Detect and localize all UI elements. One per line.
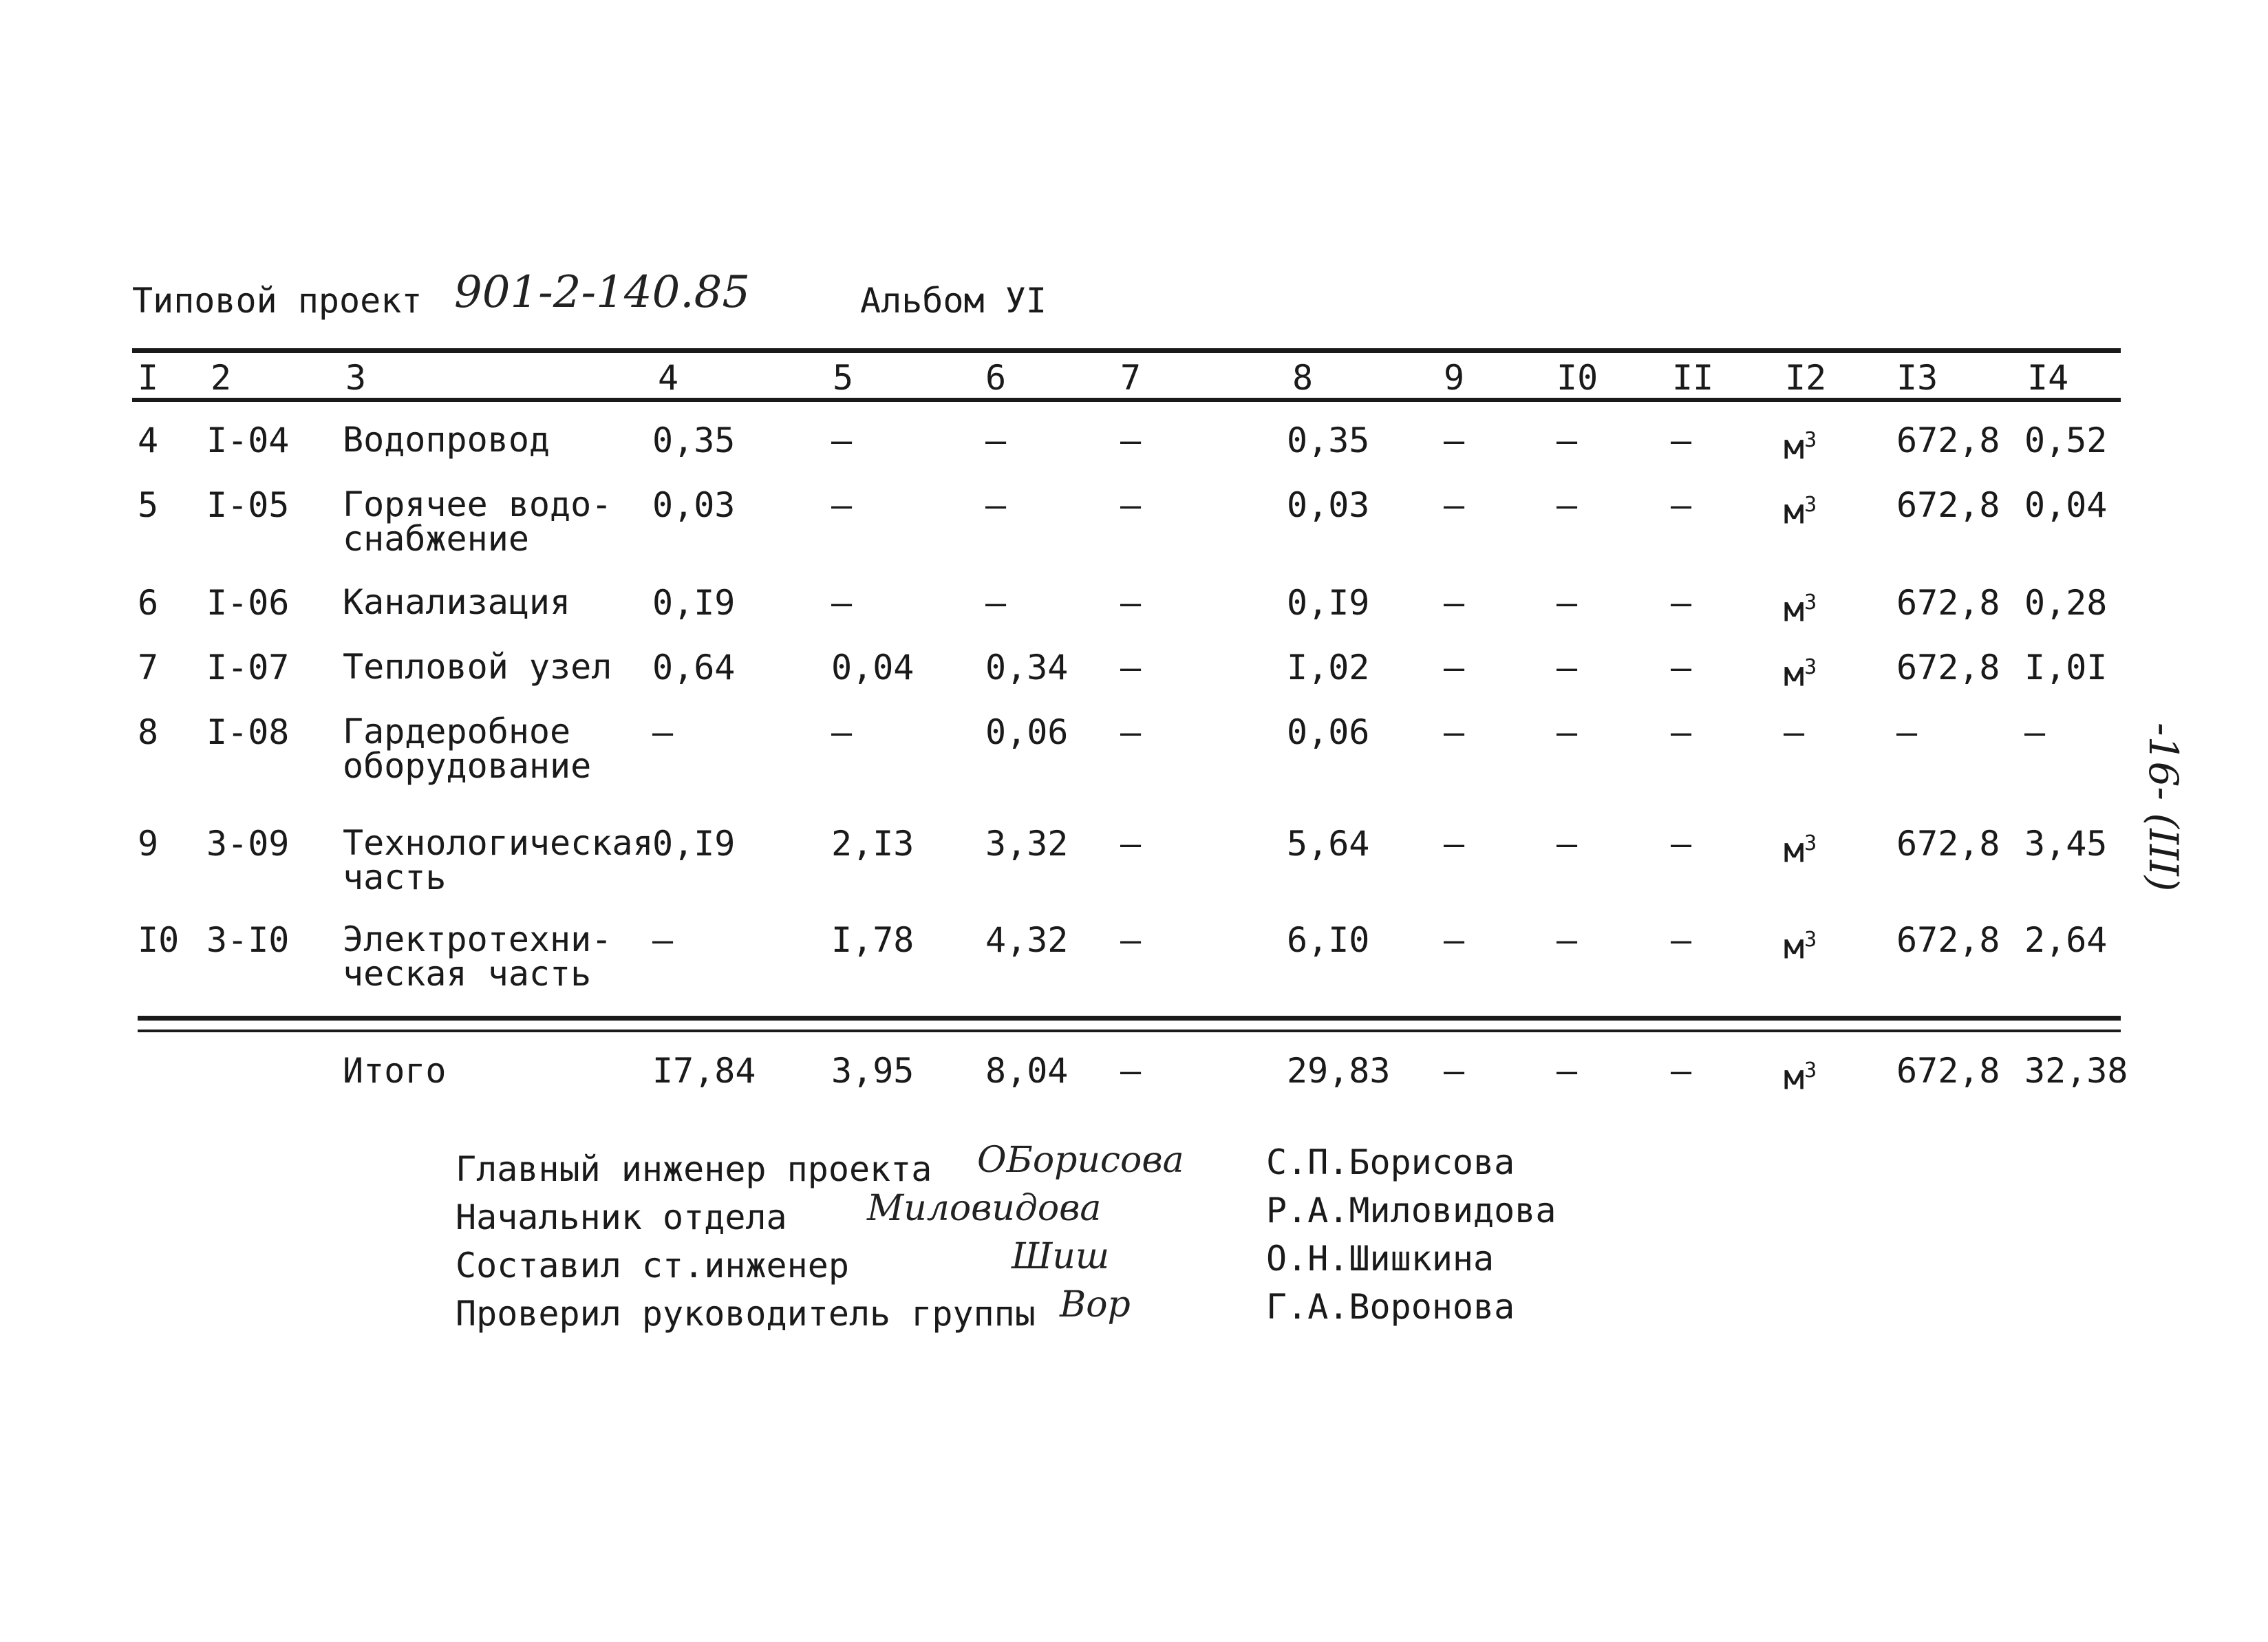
- total-cell: $м^3$: [1784, 1057, 1817, 1098]
- table-cell: –: [1671, 920, 1692, 960]
- column-number: II: [1672, 358, 1714, 398]
- table-cell: 4,32: [985, 920, 1069, 960]
- table-cell: 0,I9: [652, 824, 736, 864]
- table-cell: 0,28: [2024, 583, 2108, 623]
- table-cell: –: [1444, 648, 1465, 687]
- table-cell: I-07: [206, 648, 290, 687]
- column-number: 4: [658, 358, 679, 398]
- table-cell: 7: [138, 648, 159, 687]
- project-label: Типовой проект: [132, 281, 422, 321]
- total-cell: 29,83: [1287, 1051, 1391, 1091]
- table-cell: 2,I3: [831, 824, 914, 864]
- column-number: 7: [1120, 358, 1142, 398]
- table-cell: I-08: [206, 712, 290, 752]
- table-cell: –: [1556, 485, 1578, 525]
- table-cell: 3-I0: [206, 920, 290, 960]
- table-cell: –: [1671, 824, 1692, 864]
- table-cell: 672,8: [1896, 824, 2000, 864]
- table-cell: –: [1556, 920, 1578, 960]
- project-number: 901-2-140.85: [454, 267, 751, 318]
- table-cell: –: [1556, 824, 1578, 864]
- table-cell: –: [1120, 420, 1142, 460]
- table-cell: I0: [138, 920, 180, 960]
- table-cell: –: [1120, 648, 1142, 687]
- total-cell: –: [1120, 1051, 1142, 1091]
- table-cell: –: [1671, 648, 1692, 687]
- handwritten-signature: ОБорисова: [977, 1140, 1184, 1181]
- table-cell: 5,64: [1287, 824, 1370, 864]
- table-cell: Гардеробное оборудование: [343, 712, 592, 786]
- table-cell: –: [1784, 712, 1805, 752]
- table-cell: –: [1444, 420, 1465, 460]
- header-bottom-rule: [132, 398, 2121, 402]
- total-cell: 672,8: [1896, 1051, 2000, 1091]
- table-cell: –: [831, 712, 853, 752]
- table-cell: Тепловой узел: [343, 647, 612, 687]
- table-cell: –: [1444, 712, 1465, 752]
- total-cell: –: [1444, 1051, 1465, 1091]
- table-cell: 0,35: [1287, 420, 1370, 460]
- signature-title: Проверил руководитель группы: [456, 1294, 1036, 1334]
- table-cell: –: [831, 583, 853, 623]
- table-cell: –: [1671, 583, 1692, 623]
- table-cell: I-04: [206, 420, 290, 460]
- table-cell: –: [652, 920, 674, 960]
- table-cell: Канализация: [343, 582, 571, 622]
- table-cell: 0,06: [985, 712, 1069, 752]
- table-cell: –: [1556, 420, 1578, 460]
- table-cell: –: [1556, 712, 1578, 752]
- table-cell: 3,32: [985, 824, 1069, 864]
- table-cell: –: [985, 485, 1007, 525]
- signatory-name: С.П.Борисова: [1266, 1142, 1515, 1182]
- table-cell: I-06: [206, 583, 290, 623]
- table-cell: 6,I0: [1287, 920, 1370, 960]
- table-cell: 0,64: [652, 648, 736, 687]
- column-number: 9: [1444, 358, 1465, 398]
- table-cell: $м^3$: [1784, 654, 1817, 694]
- table-cell: 6: [138, 583, 159, 623]
- total-cell: –: [1556, 1051, 1578, 1091]
- table-cell: 8: [138, 712, 159, 752]
- table-cell: 3-09: [206, 824, 290, 864]
- total-top-rule: [138, 1016, 2121, 1021]
- table-cell: –: [1556, 583, 1578, 623]
- table-cell: –: [2024, 712, 2046, 752]
- column-number: 3: [345, 358, 367, 398]
- total-cell: 8,04: [985, 1051, 1069, 1091]
- total-cell: –: [1671, 1051, 1692, 1091]
- table-cell: 0,03: [652, 485, 736, 525]
- table-cell: 3,45: [2024, 824, 2108, 864]
- table-cell: –: [1120, 485, 1142, 525]
- table-cell: –: [1671, 712, 1692, 752]
- table-cell: 4: [138, 420, 159, 460]
- column-number: I: [138, 358, 159, 398]
- column-number: 8: [1292, 358, 1314, 398]
- signature-title: Главный инженер проекта: [456, 1149, 932, 1189]
- table-cell: –: [1120, 920, 1142, 960]
- handwritten-signature: Миловидова: [867, 1188, 1102, 1229]
- table-top-rule: [132, 348, 2121, 353]
- table-cell: 5: [138, 485, 159, 525]
- signature-title: Составил ст.инженер: [456, 1246, 849, 1286]
- column-number: I0: [1556, 358, 1598, 398]
- table-cell: 0,35: [652, 420, 736, 460]
- total-top-rule-2: [138, 1030, 2121, 1032]
- table-cell: I-05: [206, 485, 290, 525]
- column-number: I3: [1896, 358, 1938, 398]
- column-number: I2: [1785, 358, 1827, 398]
- column-number: 5: [833, 358, 854, 398]
- table-cell: –: [1444, 583, 1465, 623]
- table-cell: 0,I9: [1287, 583, 1370, 623]
- table-cell: –: [1671, 420, 1692, 460]
- table-cell: I,78: [831, 920, 914, 960]
- table-cell: –: [1444, 920, 1465, 960]
- table-cell: Водопровод: [343, 420, 550, 460]
- table-cell: 2,64: [2024, 920, 2108, 960]
- table-cell: $м^3$: [1784, 830, 1817, 871]
- table-cell: –: [652, 712, 674, 752]
- table-cell: 672,8: [1896, 485, 2000, 525]
- total-cell: I7,84: [652, 1051, 756, 1091]
- table-cell: –: [831, 485, 853, 525]
- signature-title: Начальник отдела: [456, 1197, 787, 1237]
- table-cell: –: [1896, 712, 1918, 752]
- table-cell: Горячее водо- снабжение: [343, 484, 612, 559]
- table-cell: –: [1444, 824, 1465, 864]
- table-cell: 0,06: [1287, 712, 1370, 752]
- table-cell: –: [1120, 824, 1142, 864]
- table-cell: Технологическая часть: [343, 823, 654, 897]
- table-cell: 672,8: [1896, 920, 2000, 960]
- table-cell: 0,04: [831, 648, 914, 687]
- table-cell: 0,52: [2024, 420, 2108, 460]
- table-cell: $м^3$: [1784, 427, 1817, 467]
- column-number: I4: [2027, 358, 2069, 398]
- table-cell: –: [985, 583, 1007, 623]
- table-cell: –: [831, 420, 853, 460]
- table-cell: 0,03: [1287, 485, 1370, 525]
- table-cell: I,02: [1287, 648, 1370, 687]
- table-cell: –: [985, 420, 1007, 460]
- table-cell: –: [1556, 648, 1578, 687]
- total-cell: 3,95: [831, 1051, 914, 1091]
- table-cell: 672,8: [1896, 648, 2000, 687]
- table-cell: –: [1120, 583, 1142, 623]
- column-number: 2: [211, 358, 232, 398]
- table-cell: –: [1120, 712, 1142, 752]
- table-cell: Электротехни- ческая часть: [343, 919, 612, 994]
- table-cell: 0,34: [985, 648, 1069, 687]
- total-cell: Итого: [343, 1051, 447, 1091]
- table-cell: –: [1444, 485, 1465, 525]
- table-cell: I,0I: [2024, 648, 2108, 687]
- total-cell: 32,38: [2024, 1051, 2128, 1091]
- table-cell: $м^3$: [1784, 491, 1817, 532]
- handwritten-signature: Шиш: [1012, 1236, 1110, 1277]
- side-page-note: -16- (III): [2140, 723, 2187, 892]
- table-cell: –: [1671, 485, 1692, 525]
- album-label: Альбом УI: [860, 281, 1047, 321]
- table-cell: $м^3$: [1784, 589, 1817, 630]
- table-cell: 0,I9: [652, 583, 736, 623]
- table-cell: $м^3$: [1784, 926, 1817, 967]
- table-cell: 672,8: [1896, 420, 2000, 460]
- handwritten-signature: Вор: [1060, 1284, 1131, 1325]
- table-cell: 0,04: [2024, 485, 2108, 525]
- signatory-name: Р.А.Миловидова: [1266, 1191, 1556, 1230]
- signatory-name: О.Н.Шишкина: [1266, 1239, 1495, 1279]
- table-cell: 9: [138, 824, 159, 864]
- signatory-name: Г.А.Воронова: [1266, 1287, 1515, 1327]
- column-number: 6: [985, 358, 1007, 398]
- table-cell: 672,8: [1896, 583, 2000, 623]
